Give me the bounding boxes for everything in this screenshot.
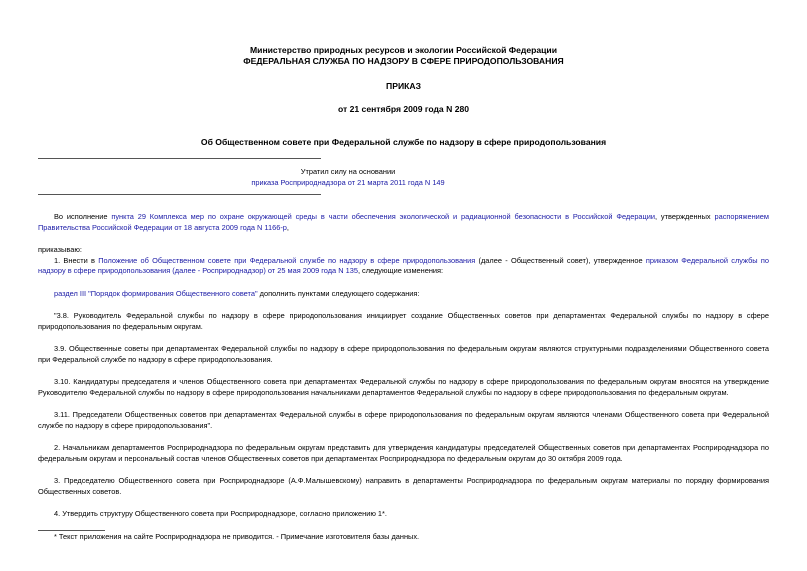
status-note bbox=[148, 166, 548, 188]
document-title: Об Общественном совете при Федеральной службе по надзору в сфере природопользования bbox=[200, 136, 607, 147]
paragraph-item-1: 1. Внести в Положение об Общественном совете при Федеральной службе по надзору в сфере природопользования (далее - Общественный совет), утвержденное приказом Федеральной службы по надзору в сфере природопользования (далее - Росприроднадзор) от 25 мая 2009 года N 135, следующие изменения: bbox=[38, 255, 769, 276]
paragraph-3-11: 3.11. Председатели Общественных советов при департаментах Федеральной службы в сфере природопользования по федеральным округам являются членами Общественного совета при Федеральной службе по надзору в сфере природопользования". bbox=[38, 410, 769, 430]
repeal-order-link[interactable]: приказа Росприроднадзора от 21 марта 2011 года N 149 bbox=[251, 177, 445, 187]
order-word: приказываю: bbox=[38, 245, 82, 255]
separator-bottom bbox=[38, 194, 321, 195]
separator-top bbox=[38, 158, 321, 159]
footnote-separator bbox=[38, 530, 105, 531]
paragraph-section-3: раздел III "Порядок формирования Общественного совета" дополнить пунктами следующего содержания: bbox=[54, 288, 420, 298]
service-name: ФЕДЕРАЛЬНАЯ СЛУЖБА ПО НАДЗОРУ В СФЕРЕ ПРИРОДОПОЛЬЗОВАНИЯ bbox=[243, 56, 564, 67]
order-135-link[interactable]: приказом Федеральной службы по надзору в сфере природопользования (далее - Росприроднадзор) от 25 мая 2009 года N 135 bbox=[38, 255, 769, 276]
paragraph-item-2: 2. Начальникам департаментов Росприроднадзора по федеральным округам представить для утверждения кандидатуры председателей Общественных советов при департаментах Росприроднадзора по федеральным округам и персональный состав членов Общественных советов при департаментах Росприроднадзора по федеральным округам до 30 октября 2009 года. bbox=[38, 443, 769, 463]
paragraph-item-3: 3. Председателю Общественного совета при Росприроднадзоре (А.Ф.Малышевскому) направить в департаменты Росприроднадзора по федеральным округам материалы по порядку формирования Общественных советов. bbox=[38, 476, 769, 496]
regulation-link[interactable]: Положение об Общественном совете при Федеральной службе по надзору в сфере природопользования bbox=[98, 255, 476, 265]
footnote: * Текст приложения на сайте Росприроднадзора не приводится. - Примечание изготовителя базы данных. bbox=[54, 531, 420, 541]
document-type: ПРИКАЗ bbox=[386, 81, 421, 92]
paragraph-preamble: Во исполнение пункта 29 Комплекса мер по охране окружающей среды в части обеспечения экологической и радиационной безопасности в Российской Федерации, утвержденных распоряжением Правительства Российской Федерации от 18 августа 2009 года N 1166-р, bbox=[38, 212, 769, 232]
section-3-link[interactable]: раздел III "Порядок формирования Общественного совета" bbox=[54, 288, 258, 298]
ministry-name: Министерство природных ресурсов и экологии Российской Федерации bbox=[250, 45, 557, 55]
paragraph-3-8: "3.8. Руководитель Федеральной службы по надзору в сфере природопользования инициирует создание Общественных советов при департаментах Федеральной службы по надзору в сфере природопользования по федеральным округам. bbox=[38, 311, 769, 331]
paragraph-3-10: 3.10. Кандидатуры председателя и членов Общественного совета при департаментах Федеральной службы по надзору в сфере природопользования по федеральным округам вносятся на утверждение Руководителю Федеральной службы по надзору в сфере природопользования начальниками департаментов Федеральной службы по надзору в сфере природопользования по федеральным округам. bbox=[38, 377, 769, 397]
document-date-number: от 21 сентября 2009 года N 280 bbox=[337, 103, 470, 114]
paragraph-3-9: 3.9. Общественные советы при департаментах Федеральной службы по надзору в сфере природопользования по федеральным округам являются структурными подразделениями Общественного совета при Федеральной службе по надзору в сфере природопользования. bbox=[38, 344, 769, 364]
status-text: Утратил силу на основании bbox=[300, 166, 396, 176]
paragraph-item-4: 4. Утвердить структуру Общественного совета при Росприроднадзоре, согласно приложению 1*. bbox=[54, 509, 387, 519]
document-page bbox=[38, 45, 769, 542]
measures-complex-link[interactable]: пункта 29 Комплекса мер по охране окружающей среды в части обеспечения экологической и радиационной безопасности в Российской Федерации bbox=[111, 212, 656, 222]
government-order-link[interactable]: распоряжением Правительства Российской Федерации от 18 августа 2009 года N 1166-р bbox=[38, 212, 769, 232]
